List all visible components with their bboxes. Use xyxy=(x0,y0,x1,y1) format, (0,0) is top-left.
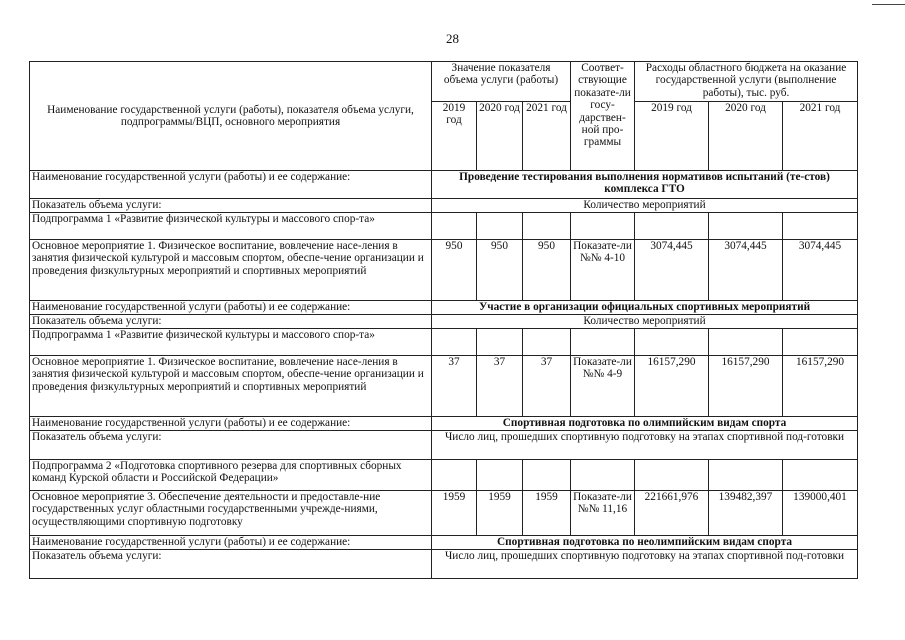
table-row xyxy=(30,460,858,491)
volume-unit: Число лиц, прошедших спортивную подготовку на этапах спортивной под-готовки xyxy=(432,431,858,460)
value-2021: 37 xyxy=(523,356,571,417)
table-row xyxy=(30,171,858,199)
expense-2021: 3074,445 xyxy=(783,240,858,301)
service-title: Спортивная подготовка по неолимпийским видам спорта xyxy=(432,536,858,550)
value-2021: 950 xyxy=(523,240,571,301)
table-row xyxy=(30,213,858,240)
subprogram-label: Подпрограмма 1 «Развитие физической культуры и массового спор-та» xyxy=(30,329,432,356)
expense-2020: 16157,290 xyxy=(709,356,783,417)
header-year-2020: 2020 год xyxy=(477,102,523,171)
indicator-refs: Показате-ли №№ 4-9 xyxy=(571,356,635,417)
header-name-cell: Наименование государственной услуги (работы), показателя объема услуги, подпрограммы/ВЦП, основного мероприятия xyxy=(30,62,432,171)
table-row xyxy=(30,536,858,550)
table-row xyxy=(30,550,858,579)
expense-2021: 16157,290 xyxy=(783,356,858,417)
service-label: Наименование государственной услуги (работы) и ее содержание: xyxy=(30,417,432,431)
expense-2019: 16157,290 xyxy=(635,356,709,417)
value-2019: 1959 xyxy=(432,491,477,536)
indicator-refs: Показате-ли №№ 11,16 xyxy=(571,491,635,536)
expense-2020: 3074,445 xyxy=(709,240,783,301)
header-exp-year-2020: 2020 год xyxy=(709,102,783,171)
header-year-2021: 2021 год xyxy=(523,102,571,171)
expense-2021: 139000,401 xyxy=(783,491,858,536)
volume-unit: Число лиц, прошедших спортивную подготовку на этапах спортивной под-готовки xyxy=(432,550,858,579)
header-row-1 xyxy=(30,62,858,102)
header-exp-year-2019: 2019 год xyxy=(635,102,709,171)
service-label: Наименование государственной услуги (работы) и ее содержание: xyxy=(30,171,432,199)
table-row xyxy=(30,301,858,315)
value-2020: 950 xyxy=(477,240,523,301)
volume-unit: Количество мероприятий xyxy=(432,199,858,213)
header-expenses: Расходы областного бюджета на оказание государственной услуги (выполнение работы), тыс. руб. xyxy=(635,62,858,102)
volume-unit: Количество мероприятий xyxy=(432,315,858,329)
header-exp-year-2021: 2021 год xyxy=(783,102,858,171)
header-year-2019: 2019 год xyxy=(432,102,477,171)
table-row xyxy=(30,199,858,213)
service-label: Наименование государственной услуги (работы) и ее содержание: xyxy=(30,301,432,315)
value-2019: 950 xyxy=(432,240,477,301)
table-row xyxy=(30,491,858,536)
table-row xyxy=(30,431,858,460)
subprogram-label: Подпрограмма 2 «Подготовка спортивного резерва для спортивных сборных команд Курской области и Российской Федерации» xyxy=(30,460,432,491)
volume-label: Показатель объема услуги: xyxy=(30,315,432,329)
service-title: Участие в организации официальных спортивных мероприятий xyxy=(432,301,858,315)
main-event-label: Основное мероприятие 3. Обеспечение деятельности и предоставле-ние государственных услуг областными государственными учрежде-ниями, осуществляющими спортивную подготовку xyxy=(30,491,432,536)
table-row xyxy=(30,356,858,417)
main-event-label: Основное мероприятие 1. Физическое воспитание, вовлечение насе-ления в занятия физической культурой и массовым спортом, обеспе-чение организации и проведения физкультурных мероприятий и спортивных мероприятий xyxy=(30,240,432,301)
value-2019: 37 xyxy=(432,356,477,417)
service-title: Проведение тестирования выполнения нормативов испытаний (те-стов) комплекса ГТО xyxy=(432,171,858,199)
expense-2019: 3074,445 xyxy=(635,240,709,301)
table-row xyxy=(30,315,858,329)
indicator-refs: Показате-ли №№ 4-10 xyxy=(571,240,635,301)
header-correspond: Соответ-ствующие показате-ли госу-дарствен-ной про-граммы xyxy=(571,62,635,171)
value-2020: 37 xyxy=(477,356,523,417)
page-number: 28 xyxy=(446,31,459,46)
top-edge-line xyxy=(872,4,905,5)
subprogram-label: Подпрограмма 1 «Развитие физической культуры и массового спор-та» xyxy=(30,213,432,240)
volume-label: Показатель объема услуги: xyxy=(30,199,432,213)
budget-table xyxy=(29,61,858,579)
main-event-label: Основное мероприятие 1. Физическое воспитание, вовлечение насе-ления в занятия физической культурой и массовым спортом, обеспе-чение организации и проведения физкультурных мероприятий и спортивных мероприятий xyxy=(30,356,432,417)
volume-label: Показатель объема услуги: xyxy=(30,550,432,579)
value-2021: 1959 xyxy=(523,491,571,536)
volume-label: Показатель объема услуги: xyxy=(30,431,432,460)
value-2020: 1959 xyxy=(477,491,523,536)
expense-2020: 139482,397 xyxy=(709,491,783,536)
service-title: Спортивная подготовка по олимпийским видам спорта xyxy=(432,417,858,431)
expense-2019: 221661,976 xyxy=(635,491,709,536)
table-row xyxy=(30,329,858,356)
header-indicator-value: Значение показателя объема услуги (работы) xyxy=(432,62,571,102)
service-label: Наименование государственной услуги (работы) и ее содержание: xyxy=(30,536,432,550)
table-row xyxy=(30,240,858,301)
table-row xyxy=(30,417,858,431)
